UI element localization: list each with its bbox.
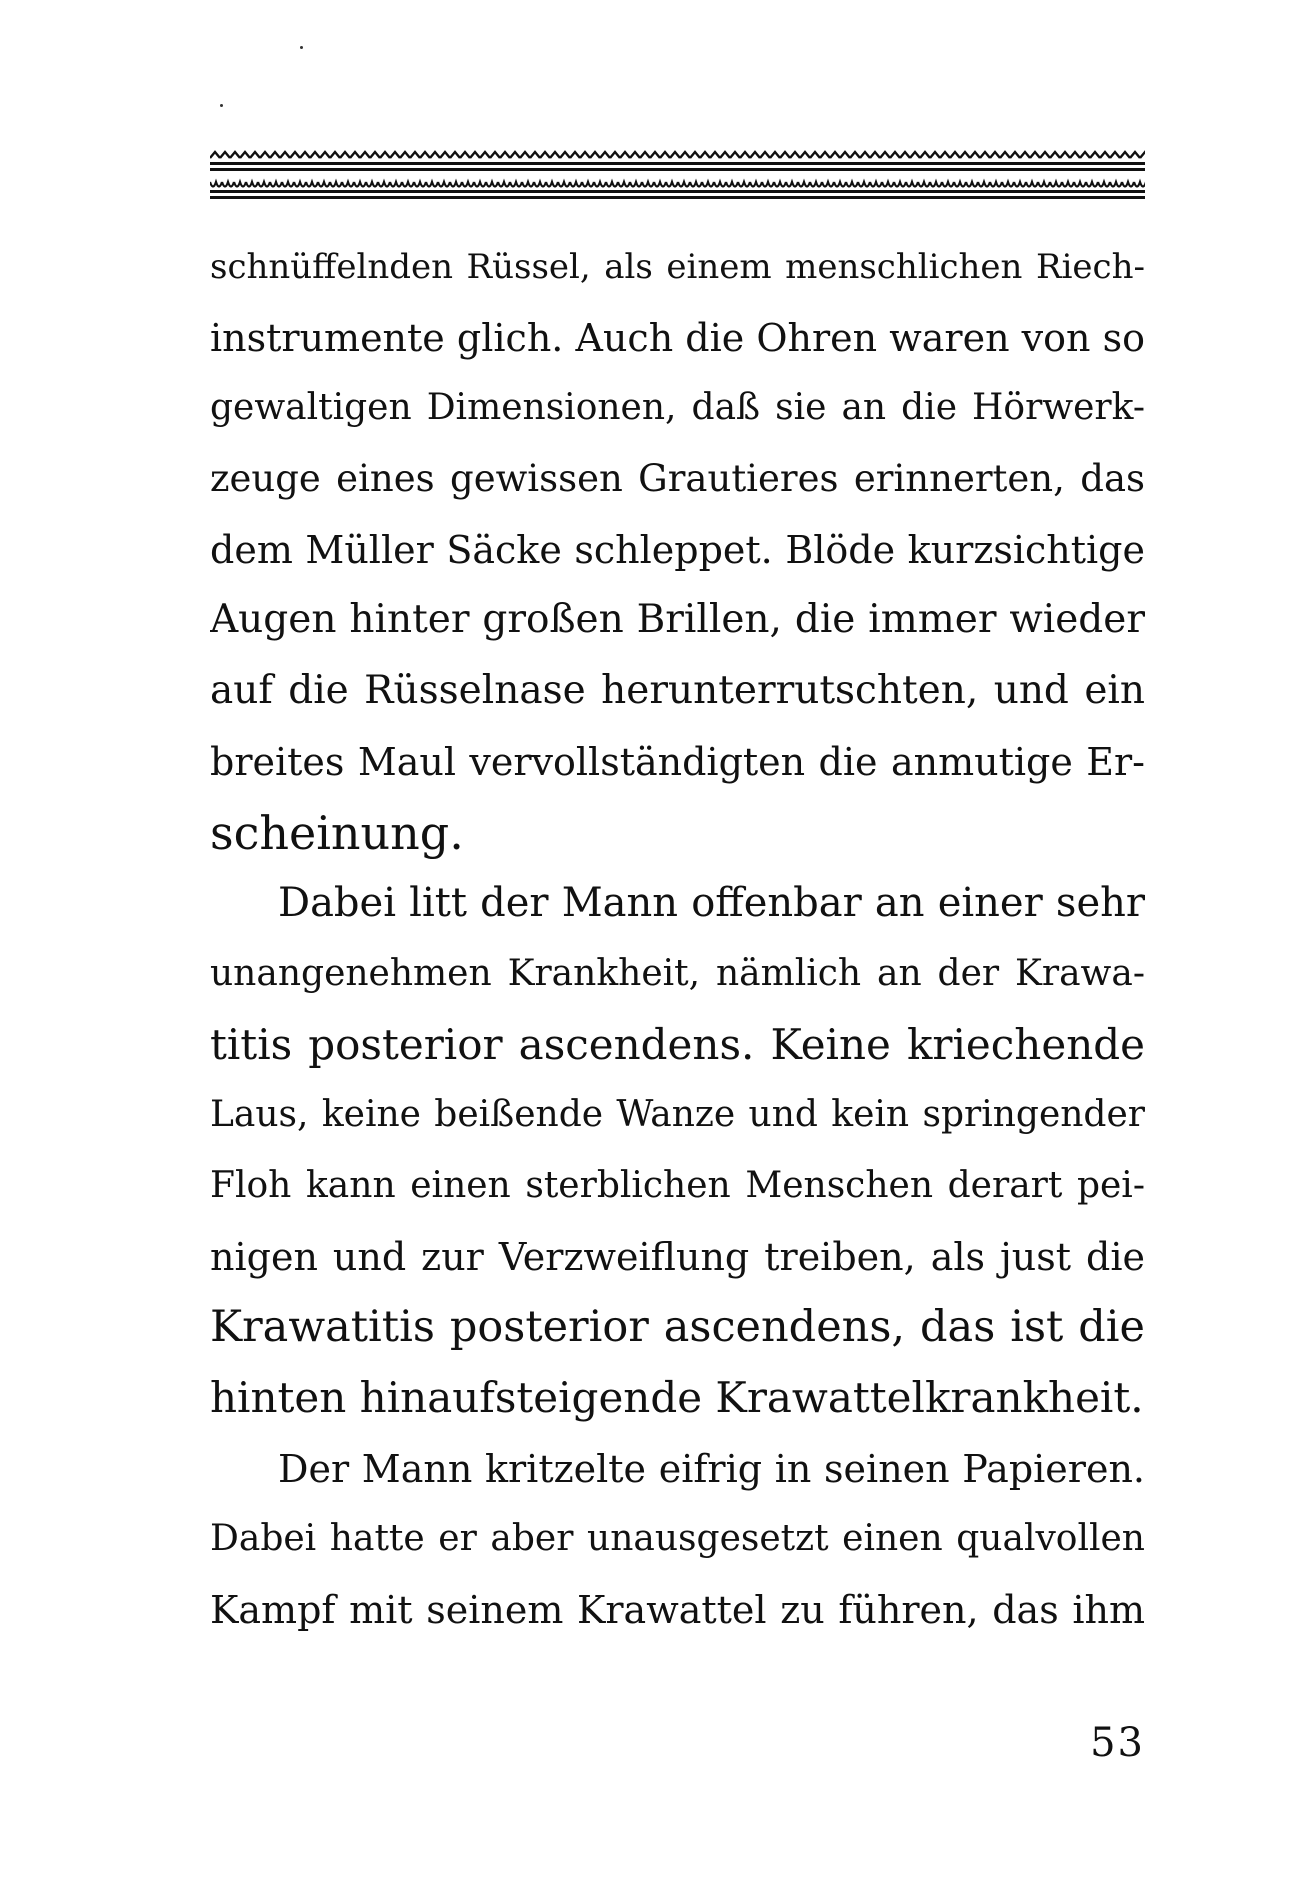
text-line: schnüffelnden Rüssel, als einem menschlichen Riech- [210, 247, 1145, 287]
paragraph-first-line: Der Mann kritzelte eifrig in seinen Papieren. [278, 1446, 1145, 1491]
text-line: Floh kann einen sterblichen Menschen derart pei- [210, 1164, 1145, 1206]
scan-speck [300, 46, 303, 49]
ornamental-header-band [210, 150, 1145, 202]
text-line: hinten hinaufsteigende Krawattelkrankheit. [210, 1373, 1144, 1422]
text-line: Krawatitis posterior ascendens, das ist die [210, 1302, 1145, 1353]
text-line: unangenehmen Krankheit, nämlich an der Krawa- [210, 952, 1145, 994]
text-line: titis posterior ascendens. Keine kriechende [210, 1019, 1145, 1069]
text-line: scheinung. [210, 805, 464, 860]
text-line: nigen und zur Verzweiflung treiben, als just die [210, 1234, 1145, 1279]
text-line: Kampf mit seinem Krawattel zu führen, das ihm [210, 1588, 1145, 1633]
text-line: Laus, keine beißende Wanze und kein springender [210, 1094, 1145, 1136]
scan-speck [220, 104, 223, 107]
text-line: dem Müller Säcke schleppet. Blöde kurzsichtige [210, 527, 1145, 572]
text-line: auf die Rüsselnase herunterrutschten, und ein [210, 668, 1145, 714]
body-text [210, 232, 1145, 1646]
text-line: Augen hinter großen Brillen, die immer wieder [210, 597, 1145, 643]
page-number: 53 [1090, 1720, 1145, 1766]
paragraph-first-line: Dabei litt der Mann offenbar an einer sehr [278, 880, 1145, 927]
text-line: breites Maul vervollständigten die anmutige Er- [210, 739, 1145, 784]
text-line: instrumente glich. Auch die Ohren waren von so [210, 315, 1145, 360]
text-line: Dabei hatte er aber unausgesetzt einen qualvollen [210, 1518, 1145, 1560]
text-line: zeuge eines gewissen Grautieres erinnerten, das [210, 457, 1145, 501]
text-line: gewaltigen Dimensionen, daß sie an die Hörwerk- [210, 387, 1145, 429]
